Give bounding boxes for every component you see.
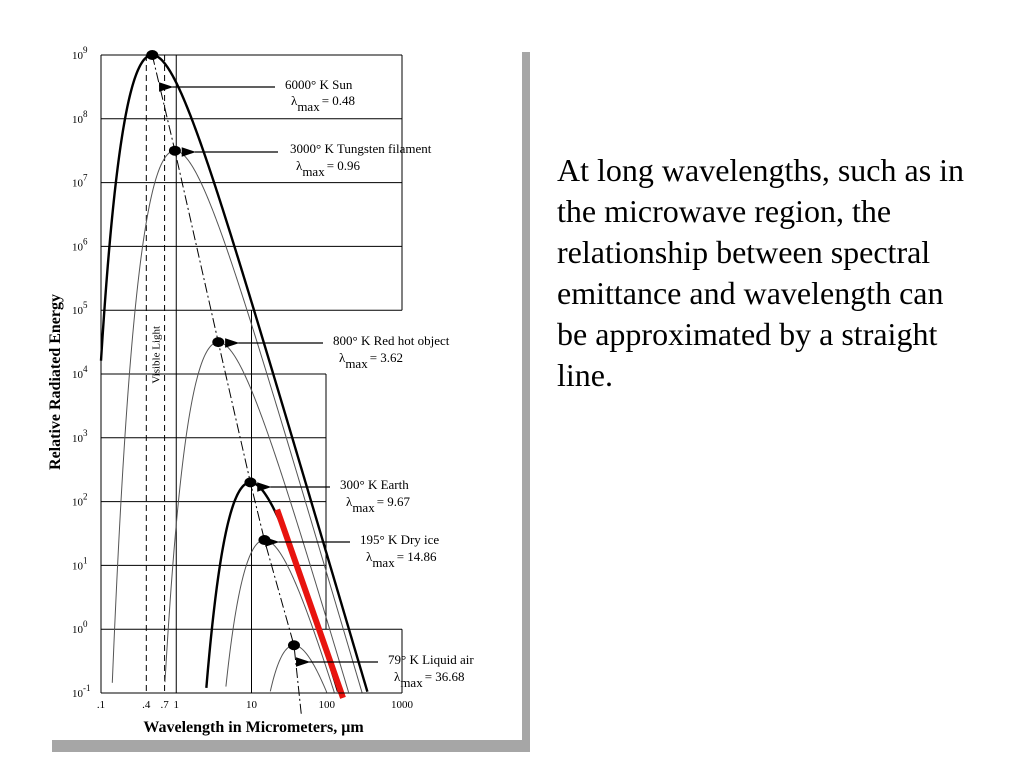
curve-5 [226,540,334,692]
lambda-label-2: λmax = 0.96 [296,158,361,179]
series-label-1: 6000° K Sun [285,77,353,92]
series-label-2: 3000° K Tungsten filament [290,141,432,156]
peak-dot-3 [212,337,224,347]
series-label-5: 195° K Dry ice [360,532,440,547]
y-tick-label: $10^5$ [72,300,88,318]
y-tick-label: $10^1$ [72,555,88,573]
y-tick-label: $10^3$ [72,427,88,445]
lambda-label-1: λmax = 0.48 [291,93,356,114]
highlight-line [277,510,343,698]
labels [285,77,474,690]
series-label-6: 79° K Liquid air [388,652,474,667]
visible-light-label: Visible Light [150,325,163,384]
curve-4 [206,482,338,691]
lambda-label-6: λmax = 36.68 [394,669,465,690]
peak-dot-6 [288,640,300,650]
peak-dot-2 [169,146,181,156]
peak-dot-1 [146,50,158,60]
series-label-4: 300° K Earth [340,477,409,492]
y-tick-label: $10^8$ [72,108,88,126]
caption-text: At long wavelengths, such as in the microwave region, the relationship between spectral emittance and wavelength can be approximated by a straight line. [557,152,965,393]
x-tick-label: .7 [160,699,169,711]
y-tick-label: $10^4$ [72,364,88,381]
peak-dot-5 [258,535,270,545]
x-tick-label: .1 [96,699,106,711]
x-axis-title: Wavelength in Micrometers, μm [143,719,364,736]
y-tick-label: $10^6$ [72,236,88,254]
highlight [277,510,343,698]
y-tick-label: $10^2$ [72,491,88,509]
lambda-label-4: λmax = 9.67 [346,494,411,515]
lambda-label-5: λmax = 14.86 [366,549,437,570]
peaks [146,50,300,650]
series-label-3: 800° K Red hot object [333,333,450,348]
y-tick-label: $10^{-1}$ [72,683,91,700]
x-tick-label: 100 [318,699,335,711]
y-tick-label: $10^7$ [72,172,88,190]
curve-6 [270,645,326,692]
x-tick-label: .4 [142,699,151,711]
peak-dot-4 [244,477,256,487]
x-tick-label: 10 [246,699,257,711]
x-tick-label: 1000 [391,699,413,711]
lambda-label-3: λmax = 3.62 [339,350,404,371]
y-tick-label: $10^9$ [72,45,88,62]
x-tick-label: 1 [173,699,179,711]
y-axis-title: Relative Radiated Energy [47,294,64,470]
y-tick-label: $10^0$ [72,619,88,637]
